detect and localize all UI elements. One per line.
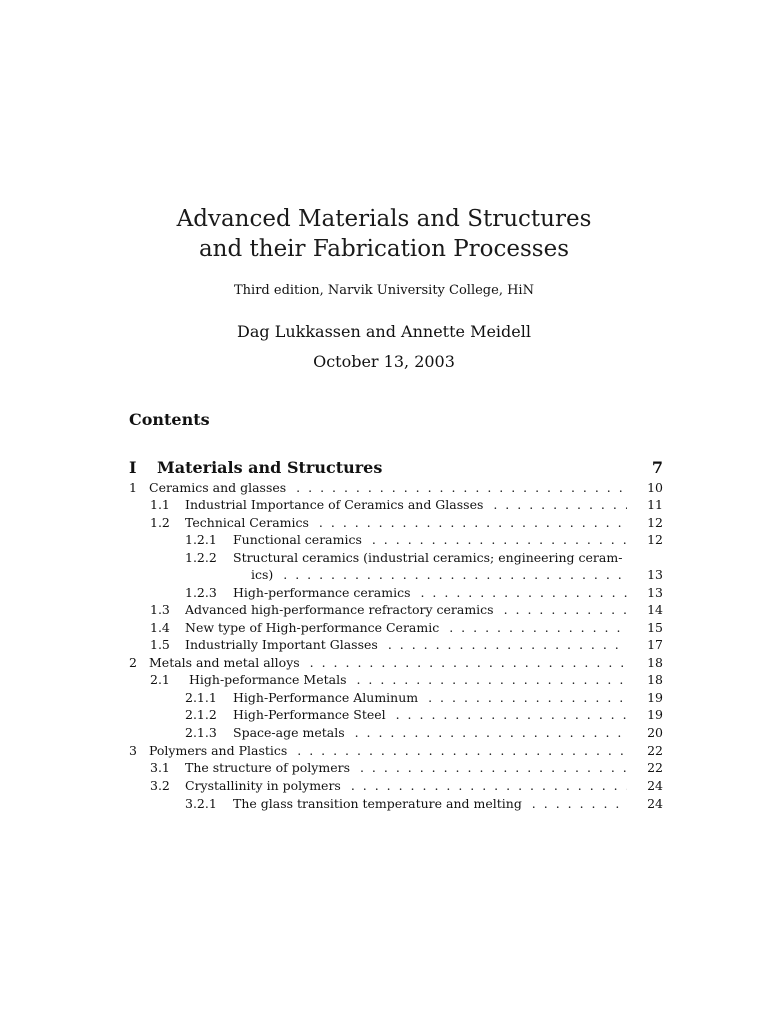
toc-entry-title: New type of High-performance Ceramic . . .	[185, 619, 627, 636]
toc-entry-page: 12	[647, 515, 663, 530]
toc-entry-number: 3.2	[150, 778, 170, 793]
toc-entry[interactable]	[129, 531, 663, 548]
toc-entry-title: Functional ceramics . . .	[233, 531, 627, 548]
toc-entry[interactable]	[129, 566, 663, 583]
toc-entry[interactable]	[129, 584, 663, 601]
toc-entry-title: Metals and metal alloys . . .	[149, 654, 627, 671]
toc-entry-page: 19	[647, 707, 663, 722]
toc-entry-number: 2	[129, 655, 137, 670]
title-line-1: Advanced Materials and Structures	[176, 206, 592, 232]
edition-line: Third edition, Narvik University College, HiN	[234, 283, 534, 298]
toc-entry-title: The glass transition temperature and melting . . .	[233, 795, 627, 812]
toc-entry-title: High-peformance Metals . . .	[189, 671, 627, 688]
toc-entry-title: Industrially Important Glasses . . .	[185, 636, 627, 653]
toc-entry[interactable]	[129, 514, 663, 531]
toc-entry-number: 1.5	[150, 637, 170, 652]
toc-entry-title: Technical Ceramics . . .	[185, 514, 627, 531]
toc-entry-number: 3.2.1	[185, 796, 217, 811]
toc-entry[interactable]	[129, 549, 663, 566]
toc-entry-page: 12	[647, 532, 663, 547]
toc-entry-page: 10	[647, 480, 663, 495]
toc-entry-title: Crystallinity in polymers . . .	[185, 777, 627, 794]
toc-entry-page: 22	[647, 760, 663, 775]
toc-entry-page: 24	[647, 796, 663, 811]
toc-entry-title: High-Performance Aluminum . . .	[233, 689, 627, 706]
toc-entry[interactable]	[129, 479, 663, 496]
toc-entry-title: Ceramics and glasses . . .	[149, 479, 627, 496]
toc-entry-title: Polymers and Plastics . . .	[149, 742, 627, 759]
toc-part-row[interactable]	[129, 458, 663, 478]
part-page: 7	[651, 458, 663, 477]
toc-entry-page: 17	[647, 637, 663, 652]
toc-entry-number: 1.3	[150, 602, 170, 617]
toc-entry[interactable]	[129, 654, 663, 671]
toc-entry-number: 1.2.3	[185, 585, 217, 600]
toc-entry-number: 1	[129, 480, 137, 495]
toc-entry-title: Space-age metals . . .	[233, 724, 627, 741]
toc-entry-number: 2.1	[150, 672, 170, 687]
toc-entry[interactable]	[129, 742, 663, 759]
date-line: October 13, 2003	[313, 352, 455, 371]
toc-entry-page: 11	[647, 497, 663, 512]
title-line-2: and their Fabrication Processes	[198, 236, 570, 262]
toc-entry-number: 2.1.2	[185, 707, 217, 722]
toc-entry-title: Advanced high-performance refractory ceramics . . .	[185, 601, 627, 618]
toc-entry[interactable]	[129, 795, 663, 812]
toc-entry-page: 18	[647, 672, 663, 687]
toc-entry[interactable]	[129, 671, 663, 688]
toc-entry[interactable]	[129, 689, 663, 706]
toc-entry-page: 13	[647, 585, 663, 600]
toc-entry-number: 1.4	[150, 620, 170, 635]
part-title: Materials and Structures	[157, 458, 383, 477]
toc-entry[interactable]	[129, 759, 663, 776]
toc-entry-number: 3.1	[150, 760, 170, 775]
toc-entry-page: 13	[647, 567, 663, 582]
toc-entry-page: 14	[647, 602, 663, 617]
toc-entry-title: ics) . . .	[251, 566, 627, 583]
toc-entry[interactable]	[129, 601, 663, 618]
toc-entry[interactable]	[129, 636, 663, 653]
toc-entry-page: 18	[647, 655, 663, 670]
toc-entry-number: 3	[129, 743, 137, 758]
toc-entry[interactable]	[129, 777, 663, 794]
toc-entry[interactable]	[129, 619, 663, 636]
toc-entry-number: 1.2.2	[185, 550, 217, 565]
authors-line: Dag Lukkassen and Annette Meidell	[237, 322, 531, 341]
toc-entry[interactable]	[129, 496, 663, 513]
toc-entry-number: 1.2	[150, 515, 170, 530]
toc-entry-page: 24	[647, 778, 663, 793]
toc-entry[interactable]	[129, 724, 663, 741]
contents-heading: Contents	[129, 410, 210, 429]
toc-entry-page: 19	[647, 690, 663, 705]
toc-entry-number: 2.1.1	[185, 690, 217, 705]
toc-entry-title: High-performance ceramics . . .	[233, 584, 627, 601]
toc-entry-title: High-Performance Steel . . .	[233, 706, 627, 723]
document-title	[0, 204, 768, 264]
toc-entry-page: 15	[647, 620, 663, 635]
toc-entry-title: Structural ceramics (industrial ceramics; engineering ceram-	[233, 549, 633, 566]
toc-entry[interactable]	[129, 706, 663, 723]
toc-entry-number: 2.1.3	[185, 725, 217, 740]
toc-entry-title: Industrial Importance of Ceramics and Glasses . . .	[185, 496, 627, 513]
toc-entry-page: 22	[647, 743, 663, 758]
toc-entry-number: 1.1	[150, 497, 170, 512]
toc-entry-number: 1.2.1	[185, 532, 217, 547]
toc-entry-page: 20	[647, 725, 663, 740]
part-number: I	[129, 458, 137, 477]
toc-entry-title: The structure of polymers . . .	[185, 759, 627, 776]
